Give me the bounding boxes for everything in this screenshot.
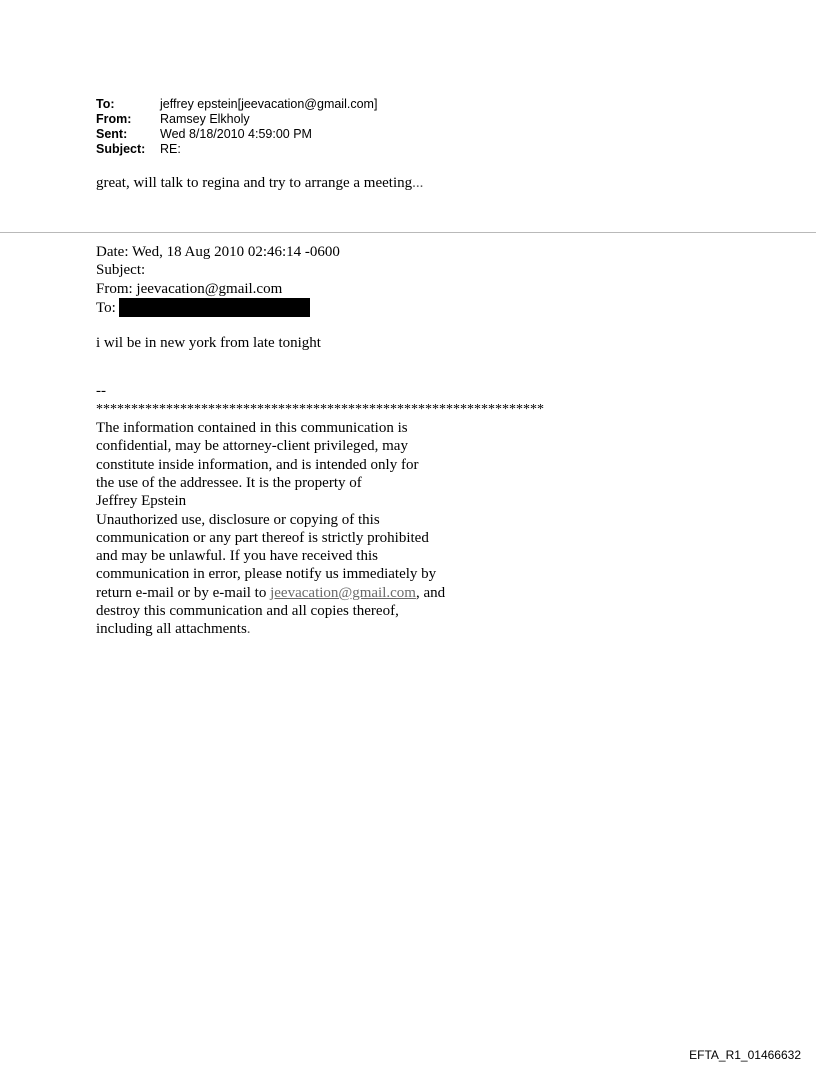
reply-ellipsis: ... [412,175,424,191]
header-sent-row [96,127,377,142]
disclaimer-line: communication or any part thereof is strictly prohibited [96,529,429,546]
quoted-message [96,243,544,639]
quoted-subject: Subject: [96,262,146,279]
email-link[interactable]: jeevacation@gmail.com [270,584,416,601]
signature-dash: -- [96,383,106,400]
from-label: From: [96,112,132,126]
to-value: jeffrey epstein[jeevacation@gmail.com] [160,97,378,111]
document-id: EFTA_R1_01466632 [689,1048,801,1062]
disclaimer-last: including all attachments [96,621,247,638]
spacer [96,316,544,334]
disclaimer-line: destroy this communication and all copies thereof, [96,603,399,620]
to-label: To: [96,97,115,111]
disclaimer-period: . [246,621,251,638]
quoted-date: Date: Wed, 18 Aug 2010 02:46:14 -0600 [96,244,340,260]
quoted-to-label: To: [96,299,116,316]
disclaimer-line: the use of the addressee. It is the property of [96,474,362,491]
disclaimer-line: confidential, may be attorney-client privileged, may [96,438,408,455]
disclaimer-line: and may be unlawful. If you have received this [96,548,378,565]
disclaimer-line [96,584,544,602]
disclaimer-line [96,620,544,638]
disclaimer-line: The information contained in this communication is [96,420,408,437]
reply-body [96,174,423,192]
disclaimer-line: communication in error, please notify us immediately by [96,566,437,583]
reply-text: great, will talk to regina and try to arrange a meeting [96,175,413,191]
subject-value: RE: [160,142,181,156]
quoted-body: i wil be in new york from late tonight [96,335,321,352]
disclaimer-line: Unauthorized use, disclosure or copying of this [96,511,380,528]
quoted-to-row [96,298,544,316]
from-value: Ramsey Elkholy [160,112,250,126]
divider [0,232,816,233]
disclaimer-suffix: , and [415,584,446,601]
spacer [96,352,544,370]
subject-label: Subject: [96,142,146,156]
header-from-row [96,112,377,127]
disclaimer-prefix: return e-mail or by e-mail to [96,584,271,601]
sent-value: Wed 8/18/2010 4:59:00 PM [160,127,312,141]
spacer [96,370,544,382]
signature-stars: **************************************************************** [96,401,544,417]
quoted-from: From: jeevacation@gmail.com [96,280,283,297]
redaction-block [119,298,310,317]
disclaimer-line: constitute inside information, and is intended only for [96,456,419,473]
disclaimer-line: Jeffrey Epstein [96,493,187,510]
email-header [96,97,377,157]
header-subject-row [96,142,377,157]
sent-label: Sent: [96,127,128,141]
header-to-row [96,97,377,112]
